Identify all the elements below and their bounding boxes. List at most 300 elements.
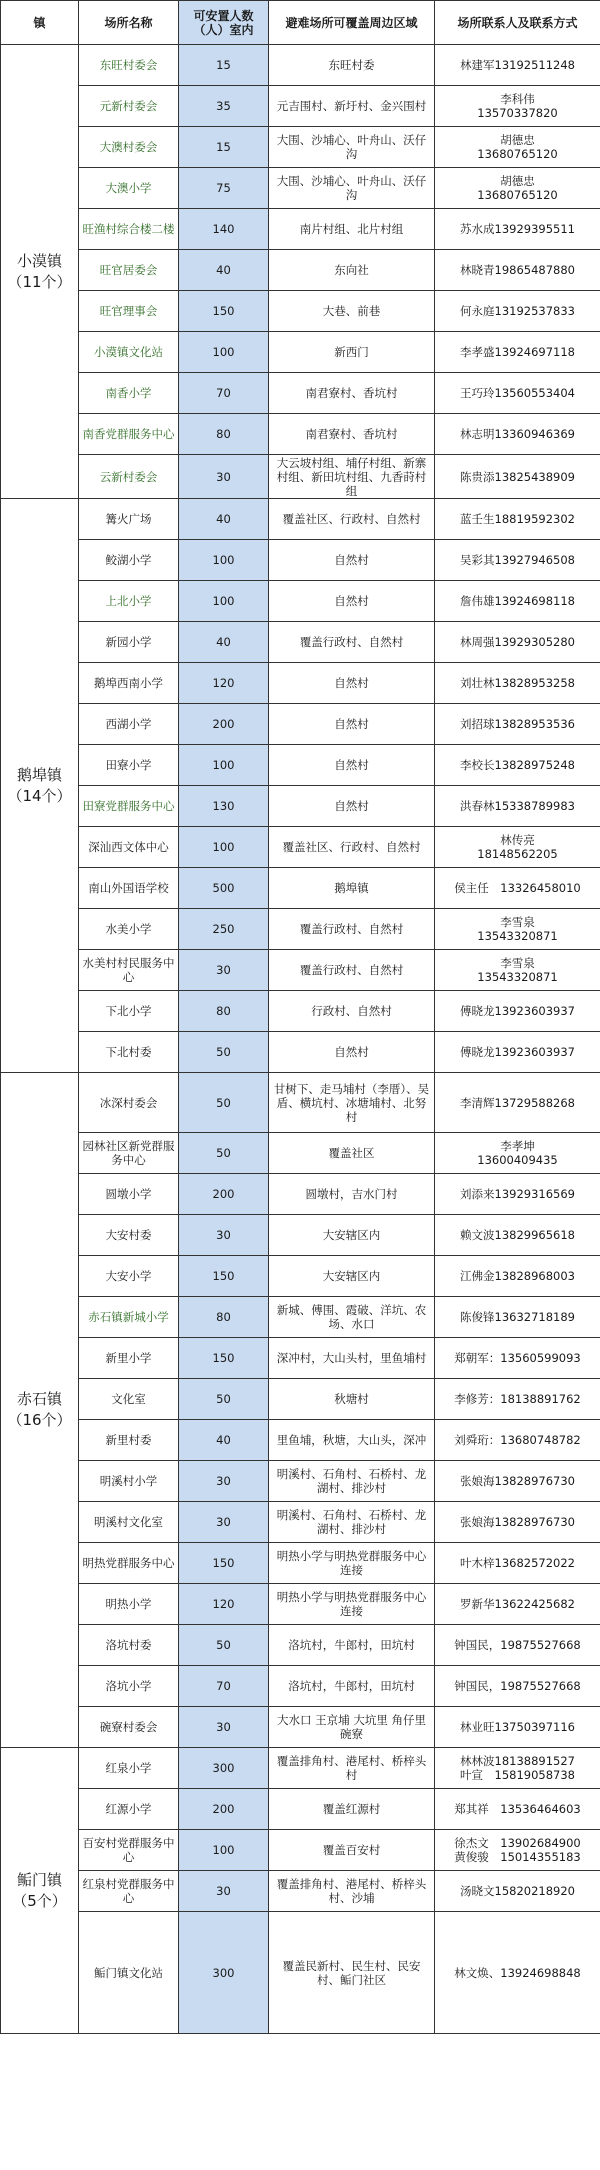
venue-name: 元新村委会 (79, 86, 179, 127)
area-cell: 鹅埠镇 (269, 868, 435, 909)
town-name: 小漠镇 (16, 251, 62, 270)
contact-line: 王巧玲13560553404 (460, 386, 575, 400)
contact-cell (435, 909, 600, 950)
table-row (1, 745, 600, 786)
town-count: （14个） (7, 786, 72, 805)
venue-name: 云新村委会 (79, 455, 179, 499)
venue-name: 百安村党群服务中心 (79, 1830, 179, 1871)
venue-name: 赤石镇新城小学 (79, 1297, 179, 1338)
capacity-cell: 200 (179, 704, 269, 745)
contact-cell (435, 1032, 600, 1073)
area-cell: 明热小学与明热党群服务中心连接 (269, 1584, 435, 1625)
contact-line: 叶木梓13682572022 (460, 1556, 575, 1570)
venue-name: 深汕西文体中心 (79, 827, 179, 868)
town-cell (1, 45, 79, 499)
venue-name: 碗寮村委会 (79, 1707, 179, 1748)
area-cell: 大围、沙埔心、叶舟山、沃仔沟 (269, 127, 435, 168)
table-row (1, 1073, 600, 1133)
contact-line: 胡德忠 (500, 174, 535, 188)
contact-line: 罗新华13622425682 (460, 1597, 575, 1611)
area-cell: 覆盖社区、行政村、自然村 (269, 827, 435, 868)
contact-cell (435, 1461, 600, 1502)
venue-name: 明溪村小学 (79, 1461, 179, 1502)
capacity-cell: 70 (179, 1666, 269, 1707)
area-cell: 覆盖行政村、自然村 (269, 909, 435, 950)
capacity-cell: 30 (179, 1871, 269, 1912)
contact-line: 林志明13360946369 (460, 427, 575, 441)
header-venue: 场所名称 (79, 1, 179, 45)
table-row (1, 1215, 600, 1256)
venue-name: 田寮小学 (79, 745, 179, 786)
contact-cell (435, 1666, 600, 1707)
contact-cell (435, 1830, 600, 1871)
contact-line: 李修芳：18138891762 (454, 1392, 581, 1406)
contact-cell (435, 332, 600, 373)
capacity-cell: 75 (179, 168, 269, 209)
capacity-cell: 100 (179, 581, 269, 622)
contact-line: 钟国民，19875527668 (454, 1679, 581, 1693)
table-row (1, 1420, 600, 1461)
area-cell: 覆盖百安村 (269, 1830, 435, 1871)
table-row (1, 704, 600, 745)
capacity-cell: 100 (179, 1830, 269, 1871)
area-cell: 自然村 (269, 581, 435, 622)
contact-line: 陈俊锋13632718189 (460, 1310, 575, 1324)
table-row (1, 1789, 600, 1830)
venue-name: 水美村村民服务中心 (79, 950, 179, 991)
contact-line: 张娘海13828976730 (460, 1474, 575, 1488)
venue-name: 南香小学 (79, 373, 179, 414)
area-cell: 行政村、自然村 (269, 991, 435, 1032)
contact-line: 13600409435 (477, 1153, 558, 1167)
venue-name: 旺官理事会 (79, 291, 179, 332)
contact-cell (435, 414, 600, 455)
town-count: （5个） (12, 1891, 67, 1910)
table-row (1, 1502, 600, 1543)
table-row (1, 1379, 600, 1420)
contact-line: 林晓青19865487880 (460, 263, 575, 277)
area-cell: 覆盖社区 (269, 1133, 435, 1174)
town-cell (1, 1748, 79, 2034)
area-cell: 覆盖社区、行政村、自然村 (269, 499, 435, 540)
contact-cell (435, 1133, 600, 1174)
area-cell: 大巷、前巷 (269, 291, 435, 332)
town-count: （11个） (7, 272, 72, 291)
capacity-cell: 70 (179, 373, 269, 414)
capacity-cell: 50 (179, 1073, 269, 1133)
venue-name: 水美小学 (79, 909, 179, 950)
venue-name: 大安小学 (79, 1256, 179, 1297)
contact-cell (435, 1073, 600, 1133)
venue-name: 大安村委 (79, 1215, 179, 1256)
contact-cell (435, 868, 600, 909)
capacity-cell: 30 (179, 1502, 269, 1543)
contact-line: 林林波18138891527 (460, 1754, 575, 1768)
venue-name: 红泉小学 (79, 1748, 179, 1789)
town-count: （16个） (7, 1411, 72, 1429)
contact-line: 13680765120 (477, 147, 558, 161)
contact-cell (435, 1748, 600, 1789)
venue-name: 下北小学 (79, 991, 179, 1032)
table-row (1, 45, 600, 86)
area-cell: 覆盖红源村 (269, 1789, 435, 1830)
table-row (1, 1032, 600, 1073)
capacity-cell: 30 (179, 1707, 269, 1748)
venue-name: 明溪村文化室 (79, 1502, 179, 1543)
capacity-cell: 30 (179, 1461, 269, 1502)
contact-line: 李孝盛13924697118 (460, 345, 575, 359)
capacity-cell: 200 (179, 1789, 269, 1830)
town-name: 鲘门镇 (16, 1870, 62, 1889)
capacity-cell: 300 (179, 1748, 269, 1789)
town-name: 鹅埠镇 (16, 765, 62, 784)
contact-line: 郑朝军：13560599093 (454, 1351, 581, 1365)
header-contact: 场所联系人及联系方式 (435, 1, 600, 45)
capacity-cell: 250 (179, 909, 269, 950)
venue-name: 红泉村党群服务中心 (79, 1871, 179, 1912)
table-row (1, 1338, 600, 1379)
contact-line: 李校长13828975248 (460, 758, 575, 772)
contact-line: 李科伟 (500, 92, 535, 106)
contact-line: 张娘海13828976730 (460, 1515, 575, 1529)
capacity-cell: 100 (179, 332, 269, 373)
capacity-cell: 40 (179, 622, 269, 663)
area-cell: 南君寮村、香坑村 (269, 414, 435, 455)
contact-cell (435, 1338, 600, 1379)
contact-cell (435, 950, 600, 991)
table-row (1, 622, 600, 663)
contact-cell (435, 1584, 600, 1625)
contact-line: 洪春林15338789983 (460, 799, 575, 813)
table-row (1, 1666, 600, 1707)
area-cell: 里鱼埔，秋塘，大山头，深冲 (269, 1420, 435, 1461)
capacity-cell: 50 (179, 1379, 269, 1420)
contact-line: 刘招球13828953536 (460, 717, 575, 731)
area-cell: 洛坑村，牛郎村，田坑村 (269, 1625, 435, 1666)
contact-line: 陈贵添13825438909 (460, 469, 575, 484)
venue-name: 新里村委 (79, 1420, 179, 1461)
contact-cell (435, 291, 600, 332)
venue-name: 冰深村委会 (79, 1073, 179, 1133)
contact-cell (435, 622, 600, 663)
table-row (1, 86, 600, 127)
table-row (1, 250, 600, 291)
capacity-cell: 150 (179, 1256, 269, 1297)
contact-line: 江佛金13828968003 (460, 1269, 575, 1283)
table-body (1, 45, 600, 2034)
area-cell: 自然村 (269, 540, 435, 581)
table-row (1, 1912, 600, 2034)
table-row (1, 663, 600, 704)
contact-cell (435, 663, 600, 704)
contact-cell (435, 209, 600, 250)
capacity-cell: 500 (179, 868, 269, 909)
header-area: 避难场所可覆盖周边区域 (269, 1, 435, 45)
table-row (1, 1297, 600, 1338)
capacity-cell: 35 (179, 86, 269, 127)
contact-cell (435, 1707, 600, 1748)
venue-name: 文化室 (79, 1379, 179, 1420)
area-cell: 新西门 (269, 332, 435, 373)
contact-line: 胡德忠 (500, 133, 535, 147)
capacity-cell: 15 (179, 45, 269, 86)
contact-cell (435, 45, 600, 86)
contact-cell (435, 250, 600, 291)
contact-line: 苏水成13929395511 (460, 222, 575, 236)
capacity-cell: 40 (179, 499, 269, 540)
contact-line: 13570337820 (477, 106, 558, 120)
venue-name: 上北小学 (79, 581, 179, 622)
area-cell: 明溪村、石角村、石桥村、龙湖村、排沙村 (269, 1461, 435, 1502)
area-cell: 南片村组、北片村组 (269, 209, 435, 250)
table-row (1, 1707, 600, 1748)
contact-cell (435, 1420, 600, 1461)
area-cell: 深冲村，大山头村，里鱼埔村 (269, 1338, 435, 1379)
capacity-cell: 80 (179, 1297, 269, 1338)
area-cell: 大安辖区内 (269, 1256, 435, 1297)
contact-cell (435, 1789, 600, 1830)
venue-name: 鲘门镇文化站 (79, 1912, 179, 2034)
venue-name: 东旺村委会 (79, 45, 179, 86)
venue-name: 红源小学 (79, 1789, 179, 1830)
area-cell: 新城、傅围、霞破、洋坑、农场、水口 (269, 1297, 435, 1338)
venue-name: 明热党群服务中心 (79, 1543, 179, 1584)
table-row (1, 827, 600, 868)
venue-name: 下北村委 (79, 1032, 179, 1073)
table-row (1, 909, 600, 950)
contact-cell (435, 1379, 600, 1420)
table-row (1, 950, 600, 991)
table-row (1, 291, 600, 332)
area-cell: 秋塘村 (269, 1379, 435, 1420)
table-row (1, 1748, 600, 1789)
area-cell: 覆盖排角村、港尾村、桥梓头村 (269, 1748, 435, 1789)
venue-name: 洛坑村委 (79, 1625, 179, 1666)
contact-line: 林业旺13750397116 (460, 1720, 575, 1734)
capacity-cell: 50 (179, 1625, 269, 1666)
capacity-cell: 30 (179, 455, 269, 499)
capacity-cell: 150 (179, 1338, 269, 1379)
table-row (1, 1871, 600, 1912)
venue-name: 南山外国语学校 (79, 868, 179, 909)
contact-cell (435, 1215, 600, 1256)
capacity-cell: 150 (179, 1543, 269, 1584)
area-cell: 覆盖行政村、自然村 (269, 950, 435, 991)
town-cell (1, 1073, 79, 1748)
contact-cell (435, 86, 600, 127)
capacity-cell: 50 (179, 1133, 269, 1174)
table-row (1, 414, 600, 455)
venue-name: 园林社区新党群服务中心 (79, 1133, 179, 1174)
area-cell: 甘树下、走马埔村（李厝）、吴盾、横坑村、冰塘埔村、北努村 (269, 1073, 435, 1133)
contact-line: 傅晓龙13923603937 (460, 1045, 575, 1059)
contact-line: 黄俊骏 15014355183 (454, 1850, 581, 1864)
venue-name: 鹅埠西南小学 (79, 663, 179, 704)
contact-cell (435, 704, 600, 745)
contact-cell (435, 1256, 600, 1297)
area-cell: 覆盖排角村、港尾村、桥梓头村、沙埔 (269, 1871, 435, 1912)
table-row (1, 540, 600, 581)
table-row (1, 168, 600, 209)
capacity-cell: 150 (179, 291, 269, 332)
area-cell: 大围、沙埔心、叶舟山、沃仔沟 (269, 168, 435, 209)
capacity-cell: 200 (179, 1174, 269, 1215)
venue-name: 小漠镇文化站 (79, 332, 179, 373)
area-cell: 圆墩村，吉水门村 (269, 1174, 435, 1215)
capacity-cell: 80 (179, 991, 269, 1032)
contact-line: 13543320871 (477, 929, 558, 943)
table-row (1, 1830, 600, 1871)
venue-name: 田寮党群服务中心 (79, 786, 179, 827)
area-cell: 覆盖民新村、民生村、民安村、鲘门社区 (269, 1912, 435, 2034)
table-row (1, 1461, 600, 1502)
contact-line: 13680765120 (477, 188, 558, 202)
contact-cell (435, 1174, 600, 1215)
contact-line: 刘舜珩：13680748782 (454, 1433, 581, 1447)
contact-cell (435, 127, 600, 168)
contact-line: 蓝壬生18819592302 (460, 512, 575, 526)
area-cell: 覆盖行政村、自然村 (269, 622, 435, 663)
contact-line: 13543320871 (477, 970, 558, 984)
contact-cell (435, 455, 600, 499)
contact-line: 钟国民，19875527668 (454, 1638, 581, 1652)
venue-name: 篝火广场 (79, 499, 179, 540)
table-row (1, 1256, 600, 1297)
contact-line: 刘添来13929316569 (460, 1187, 575, 1201)
area-cell: 洛坑村，牛郎村，田坑村 (269, 1666, 435, 1707)
contact-line: 侯主任 13326458010 (454, 881, 581, 895)
capacity-cell: 40 (179, 250, 269, 291)
area-cell: 自然村 (269, 663, 435, 704)
capacity-cell: 50 (179, 1032, 269, 1073)
venue-name: 鲛湖小学 (79, 540, 179, 581)
area-cell: 南君寮村、香坑村 (269, 373, 435, 414)
venue-name: 圆墩小学 (79, 1174, 179, 1215)
capacity-cell: 100 (179, 827, 269, 868)
capacity-cell: 300 (179, 1912, 269, 2034)
area-cell: 自然村 (269, 1032, 435, 1073)
contact-line: 吴彩其13927946508 (460, 553, 575, 567)
capacity-cell: 40 (179, 1420, 269, 1461)
venue-name: 大澳村委会 (79, 127, 179, 168)
contact-line: 李雪泉 (500, 915, 535, 929)
table-row (1, 127, 600, 168)
contact-line: 何永庭13192537833 (460, 304, 575, 318)
table-row (1, 1543, 600, 1584)
table-row (1, 1584, 600, 1625)
capacity-cell: 30 (179, 1215, 269, 1256)
area-cell: 元吉围村、新圩村、金兴围村 (269, 86, 435, 127)
contact-cell (435, 373, 600, 414)
area-cell: 大云坡村组、埔仔村组、新寨村组、新田坑村组、九香莳村组 (269, 455, 435, 499)
capacity-cell: 120 (179, 1584, 269, 1625)
contact-line: 詹伟雄13924698118 (460, 594, 575, 608)
table-row (1, 868, 600, 909)
venue-name: 南香党群服务中心 (79, 414, 179, 455)
table-row (1, 1625, 600, 1666)
area-cell: 明热小学与明热党群服务中心连接 (269, 1543, 435, 1584)
contact-cell (435, 1502, 600, 1543)
capacity-cell: 130 (179, 786, 269, 827)
contact-cell (435, 1871, 600, 1912)
contact-line: 汤晓文15820218920 (460, 1884, 575, 1898)
header-town: 镇 (1, 1, 79, 45)
area-cell: 东旺村委 (269, 45, 435, 86)
area-cell: 自然村 (269, 704, 435, 745)
venue-name: 大澳小学 (79, 168, 179, 209)
contact-line: 叶宣 15819058738 (460, 1768, 575, 1782)
contact-line: 徐杰文 13902684900 (454, 1836, 581, 1850)
table-row (1, 455, 600, 499)
table-row (1, 991, 600, 1032)
contact-line: 傅晓龙13923603937 (460, 1004, 575, 1018)
table-row (1, 1174, 600, 1215)
venue-name: 旺渔村综合楼二楼 (79, 209, 179, 250)
contact-cell (435, 581, 600, 622)
contact-line: 林传亮 (500, 833, 535, 847)
contact-line: 赖文波13829965618 (460, 1228, 575, 1242)
contact-line: 郑其祥 13536464603 (454, 1802, 581, 1816)
venue-name: 西湖小学 (79, 704, 179, 745)
area-cell: 自然村 (269, 745, 435, 786)
venue-name: 明热小学 (79, 1584, 179, 1625)
contact-line: 李雪泉 (500, 956, 535, 970)
table-row (1, 209, 600, 250)
town-name: 赤石镇 (16, 1390, 62, 1408)
capacity-cell: 15 (179, 127, 269, 168)
contact-cell (435, 168, 600, 209)
town-cell (1, 499, 79, 1073)
header-row (1, 1, 600, 45)
contact-line: 18148562205 (477, 847, 558, 861)
contact-line: 李清辉13729588268 (460, 1095, 575, 1110)
contact-cell (435, 745, 600, 786)
table-row (1, 499, 600, 540)
table-row (1, 581, 600, 622)
capacity-cell: 30 (179, 950, 269, 991)
table-row (1, 786, 600, 827)
venue-name: 新园小学 (79, 622, 179, 663)
capacity-cell: 100 (179, 540, 269, 581)
table-row (1, 373, 600, 414)
contact-line: 刘壮林13828953258 (460, 676, 575, 690)
capacity-cell: 120 (179, 663, 269, 704)
area-cell: 大安辖区内 (269, 1215, 435, 1256)
table-row (1, 1133, 600, 1174)
venue-name: 洛坑小学 (79, 1666, 179, 1707)
contact-line: 李孝坤 (500, 1139, 535, 1153)
contact-line: 林文焕、13924698848 (454, 1965, 581, 1980)
contact-line: 林建军13192511248 (460, 58, 575, 72)
contact-cell (435, 991, 600, 1032)
contact-cell (435, 1297, 600, 1338)
area-cell: 大水口 王京埔 大坑里 角仔里 碗寮 (269, 1707, 435, 1748)
contact-cell (435, 499, 600, 540)
header-capacity: 可安置人数（人）室内 (179, 1, 269, 45)
contact-cell (435, 540, 600, 581)
area-cell: 东向社 (269, 250, 435, 291)
area-cell: 自然村 (269, 786, 435, 827)
contact-cell (435, 1625, 600, 1666)
contact-cell (435, 786, 600, 827)
area-cell: 明溪村、石角村、石桥村、龙湖村、排沙村 (269, 1502, 435, 1543)
table-row (1, 332, 600, 373)
venue-name: 旺官居委会 (79, 250, 179, 291)
contact-cell (435, 827, 600, 868)
capacity-cell: 80 (179, 414, 269, 455)
contact-line: 林周强13929305280 (460, 635, 575, 649)
contact-cell (435, 1543, 600, 1584)
